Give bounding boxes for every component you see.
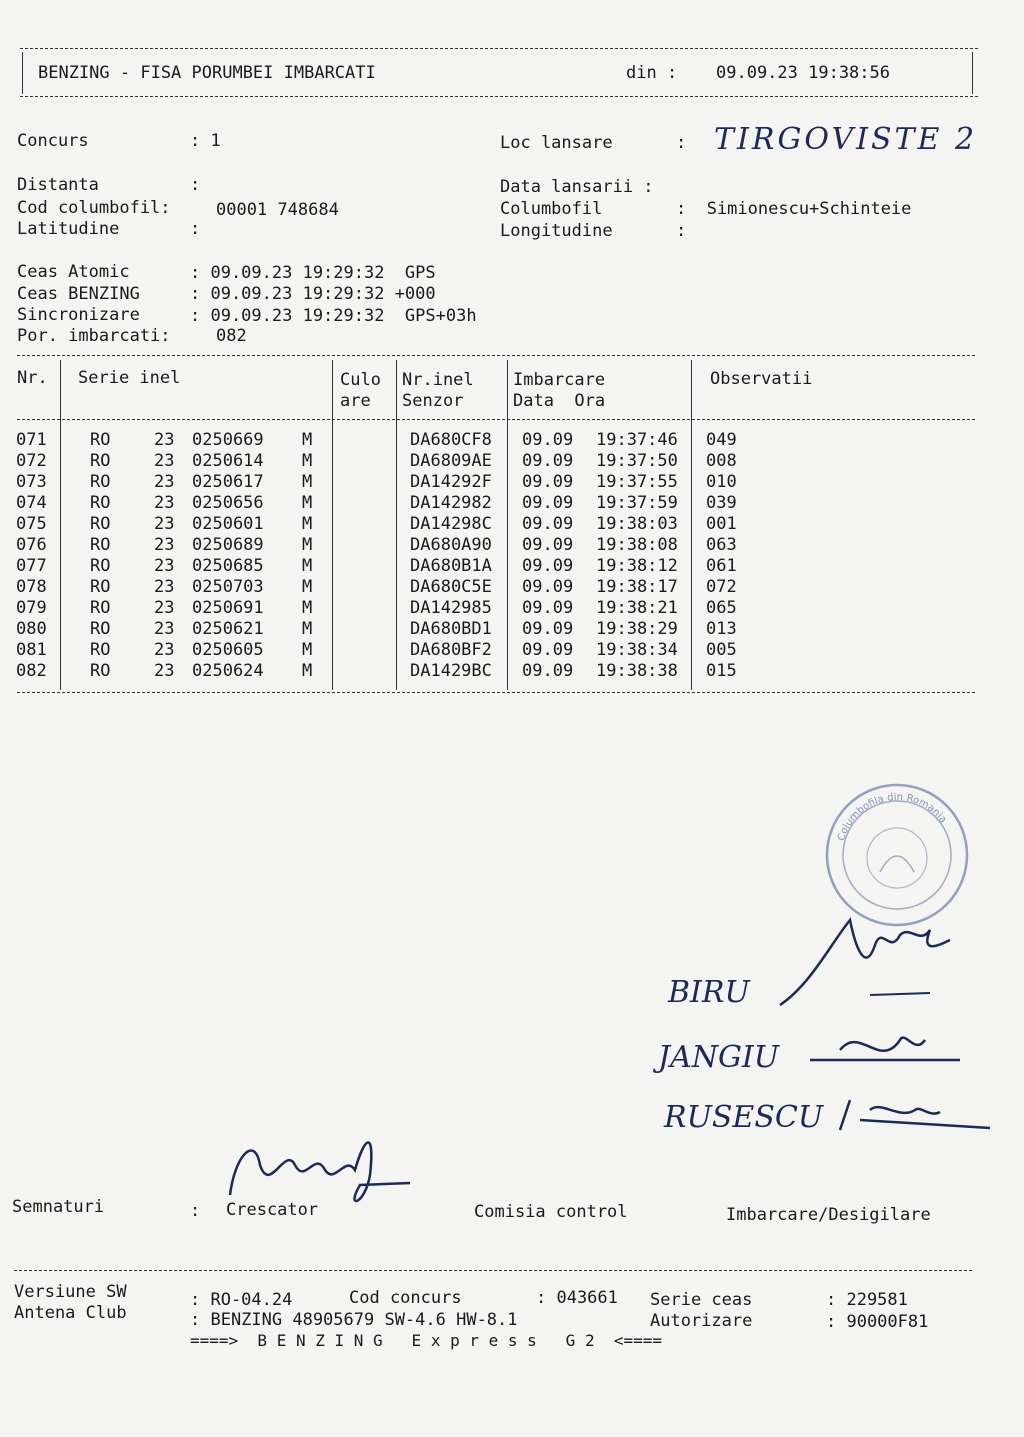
cell-data: 09.09 <box>522 598 574 618</box>
col-header-nrinel: Nr.inel <box>402 370 474 390</box>
ceas-atomic-label: Ceas Atomic <box>17 262 130 282</box>
table-row <box>14 451 766 472</box>
serie-ceas-label: Serie ceas <box>650 1290 753 1310</box>
comisia-label: Comisia control <box>474 1202 628 1222</box>
cell-an: 23 <box>154 577 175 597</box>
columbofil-value: : Simionescu+Schinteie <box>676 199 912 219</box>
cell-obs: 001 <box>706 514 737 534</box>
cell-sex: M <box>302 493 313 513</box>
cell-senzor: DA14292F <box>410 472 492 492</box>
cell-culoare <box>344 514 404 535</box>
cell-inel: 0250601 <box>192 514 264 534</box>
cell-sex: M <box>302 430 313 450</box>
cell-sex: M <box>302 451 313 471</box>
cell-obs: 049 <box>706 430 737 450</box>
col-header-are: are <box>340 391 371 411</box>
cell-tara: RO <box>90 619 111 639</box>
cell-inel: 0250656 <box>192 493 264 513</box>
cell-an: 23 <box>154 661 175 681</box>
cell-data: 09.09 <box>522 556 574 576</box>
imbarcare-desigilare-label: Imbarcare/Desigilare <box>726 1205 931 1225</box>
cell-an: 23 <box>154 472 175 492</box>
cell-tara: RO <box>90 556 111 576</box>
cell-sex: M <box>302 472 313 492</box>
title-top-rule <box>20 48 978 49</box>
cell-inel: 0250703 <box>192 577 264 597</box>
document-title: BENZING - FISA PORUMBEI IMBARCATI <box>38 63 376 83</box>
cell-an: 23 <box>154 535 175 555</box>
din-label: din : <box>626 63 678 83</box>
col-header-culo: Culo <box>340 370 381 390</box>
cell-tara: RO <box>90 598 111 618</box>
cell-inel: 0250624 <box>192 661 264 681</box>
cell-nr: 071 <box>16 430 47 450</box>
cell-senzor: DA142985 <box>410 598 492 618</box>
cell-senzor: DA680BF2 <box>410 640 492 660</box>
cell-senzor: DA1429BC <box>410 661 492 681</box>
cell-sex: M <box>302 598 313 618</box>
cell-ora: 19:37:46 <box>596 430 678 450</box>
longitudine-value: : <box>676 221 687 241</box>
cell-senzor: DA14298C <box>410 514 492 534</box>
cell-culoare <box>344 535 404 556</box>
cell-ora: 19:38:38 <box>596 661 678 681</box>
table-row <box>14 640 766 661</box>
cell-ora: 19:38:21 <box>596 598 678 618</box>
data-lansarii-label: Data lansarii : <box>500 177 654 197</box>
stamp-text: Columbofila din Romania <box>836 791 949 843</box>
cell-senzor: DA6809AE <box>410 451 492 471</box>
commission-name-2: JANGIU <box>658 1040 780 1075</box>
cell-an: 23 <box>154 598 175 618</box>
cod-columbofil-label: Cod columbofil: <box>17 198 171 218</box>
cell-senzor: DA680C5E <box>410 577 492 597</box>
versiune-value: : RO-04.24 <box>190 1290 293 1310</box>
sincronizare-value: : 09.09.23 19:29:32 GPS+03h <box>190 306 477 326</box>
semnaturi-label: Semnaturi <box>12 1197 105 1217</box>
col-header-data-ora: Data Ora <box>513 391 606 411</box>
commission-signature-1 <box>770 905 960 1015</box>
col-header-senzor: Senzor <box>402 391 464 411</box>
cell-nr: 075 <box>16 514 47 534</box>
cell-an: 23 <box>154 619 175 639</box>
table-row <box>14 535 766 556</box>
cell-ora: 19:38:12 <box>596 556 678 576</box>
longitudine-label: Longitudine <box>500 221 613 241</box>
cell-senzor: DA142982 <box>410 493 492 513</box>
footer-top-rule <box>14 1270 972 1271</box>
columbofil-label: Columbofil <box>500 199 603 219</box>
cell-nr: 079 <box>16 598 47 618</box>
cell-obs: 015 <box>706 661 737 681</box>
cell-tara: RO <box>90 472 111 492</box>
cell-obs: 039 <box>706 493 737 513</box>
cell-sex: M <box>302 661 313 681</box>
cell-obs: 063 <box>706 535 737 555</box>
ceas-benzing-value: : 09.09.23 19:29:32 +000 <box>190 284 436 304</box>
cell-inel: 0250669 <box>192 430 264 450</box>
title-bottom-rule <box>20 96 978 97</box>
table-row <box>14 577 766 598</box>
cell-data: 09.09 <box>522 535 574 555</box>
cell-nr: 076 <box>16 535 47 555</box>
antena-club-value: : BENZING 48905679 SW-4.6 HW-8.1 <box>190 1310 518 1330</box>
cell-senzor: DA680BD1 <box>410 619 492 639</box>
cell-nr: 074 <box>16 493 47 513</box>
table-row <box>14 472 766 493</box>
cell-data: 09.09 <box>522 430 574 450</box>
table-row <box>14 514 766 535</box>
benzing-express-banner: ====> B E N Z I N G E x p r e s s G 2 <==== <box>190 1331 663 1350</box>
cell-culoare <box>344 598 404 619</box>
semnaturi-colon: : <box>190 1201 201 1221</box>
cell-senzor: DA680A90 <box>410 535 492 555</box>
cell-nr: 078 <box>16 577 47 597</box>
cell-obs: 005 <box>706 640 737 660</box>
cell-culoare <box>344 661 404 682</box>
loc-lansare-colon: : <box>676 133 687 153</box>
cell-obs: 010 <box>706 472 737 492</box>
cell-nr: 073 <box>16 472 47 492</box>
cell-obs: 061 <box>706 556 737 576</box>
cell-sex: M <box>302 535 313 555</box>
cell-inel: 0250617 <box>192 472 264 492</box>
cell-an: 23 <box>154 640 175 660</box>
cell-nr: 081 <box>16 640 47 660</box>
cell-inel: 0250614 <box>192 451 264 471</box>
cell-tara: RO <box>90 430 111 450</box>
cell-tara: RO <box>90 451 111 471</box>
cell-data: 09.09 <box>522 661 574 681</box>
serie-ceas-value: : 229581 <box>826 1290 908 1310</box>
cell-senzor: DA680B1A <box>410 556 492 576</box>
cell-tara: RO <box>90 514 111 534</box>
cell-data: 09.09 <box>522 640 574 660</box>
commission-signature-2 <box>800 1020 970 1080</box>
cell-sex: M <box>302 556 313 576</box>
cell-culoare <box>344 577 404 598</box>
title-left-border <box>22 52 23 94</box>
cell-ora: 19:37:50 <box>596 451 678 471</box>
cell-culoare <box>344 619 404 640</box>
cell-tara: RO <box>90 661 111 681</box>
cell-sex: M <box>302 577 313 597</box>
table-bottom-rule <box>17 692 975 693</box>
cell-an: 23 <box>154 451 175 471</box>
commission-name-3: RUSESCU <box>664 1100 824 1135</box>
cell-culoare <box>344 640 404 661</box>
cell-inel: 0250621 <box>192 619 264 639</box>
cell-tara: RO <box>90 535 111 555</box>
cell-tara: RO <box>90 640 111 660</box>
cell-an: 23 <box>154 556 175 576</box>
cell-senzor: DA680CF8 <box>410 430 492 450</box>
commission-signature-3 <box>820 1090 1000 1140</box>
cell-data: 09.09 <box>522 619 574 639</box>
cell-ora: 19:38:29 <box>596 619 678 639</box>
cell-culoare <box>344 430 404 451</box>
ceas-atomic-value: : 09.09.23 19:29:32 GPS <box>190 263 436 283</box>
crescator-label: Crescator <box>226 1200 319 1220</box>
cell-sex: M <box>302 514 313 534</box>
cell-obs: 008 <box>706 451 737 471</box>
cell-nr: 080 <box>16 619 47 639</box>
title-right-border <box>972 52 973 94</box>
loc-lansare-handwritten: TIRGOVISTE 2 <box>714 122 978 157</box>
latitudine-label: Latitudine <box>17 219 120 239</box>
concurs-label: Concurs <box>17 131 89 151</box>
cell-data: 09.09 <box>522 451 574 471</box>
cell-nr: 077 <box>16 556 47 576</box>
cell-an: 23 <box>154 514 175 534</box>
cell-ora: 19:38:03 <box>596 514 678 534</box>
pigeon-table <box>14 430 766 682</box>
cell-an: 23 <box>154 493 175 513</box>
cell-tara: RO <box>90 577 111 597</box>
table-row <box>14 493 766 514</box>
cell-sex: M <box>302 619 313 639</box>
cell-obs: 065 <box>706 598 737 618</box>
latitudine-value: : <box>190 219 201 239</box>
table-header-rule <box>17 419 975 420</box>
distanta-value: : <box>190 175 201 195</box>
cell-data: 09.09 <box>522 514 574 534</box>
cell-tara: RO <box>90 493 111 513</box>
cell-ora: 19:37:59 <box>596 493 678 513</box>
col-header-nr: Nr. <box>17 368 48 388</box>
cell-data: 09.09 <box>522 493 574 513</box>
table-row <box>14 619 766 640</box>
antena-club-label: Antena Club <box>14 1303 127 1323</box>
table-row <box>14 661 766 682</box>
cod-concurs-value: : 043661 <box>536 1288 618 1308</box>
cell-inel: 0250691 <box>192 598 264 618</box>
cell-culoare <box>344 451 404 472</box>
cell-sex: M <box>302 640 313 660</box>
cell-culoare <box>344 556 404 577</box>
cell-obs: 072 <box>706 577 737 597</box>
porumbei-imbarcati-value: 082 <box>216 326 247 346</box>
table-row <box>14 430 766 451</box>
table-row <box>14 556 766 577</box>
cod-concurs-label: Cod concurs <box>349 1288 462 1308</box>
cell-culoare <box>344 493 404 514</box>
cell-nr: 082 <box>16 661 47 681</box>
col-header-imbarcare: Imbarcare <box>513 370 606 390</box>
cell-ora: 19:38:08 <box>596 535 678 555</box>
cell-data: 09.09 <box>522 577 574 597</box>
ceas-benzing-label: Ceas BENZING <box>17 284 140 304</box>
loc-lansare-label: Loc lansare <box>500 133 613 153</box>
cell-an: 23 <box>154 430 175 450</box>
print-datetime: 09.09.23 19:38:56 <box>716 63 890 83</box>
col-header-serie: Serie inel <box>78 368 181 388</box>
commission-name-1: BIRU <box>668 975 750 1010</box>
cell-obs: 013 <box>706 619 737 639</box>
cell-culoare <box>344 472 404 493</box>
distanta-label: Distanta <box>17 175 99 195</box>
porumbei-imbarcati-label: Por. imbarcati: <box>17 326 171 346</box>
cell-data: 09.09 <box>522 472 574 492</box>
cell-ora: 19:37:55 <box>596 472 678 492</box>
cell-ora: 19:38:17 <box>596 577 678 597</box>
cell-ora: 19:38:34 <box>596 640 678 660</box>
autorizare-value: : 90000F81 <box>826 1312 929 1332</box>
table-top-rule <box>17 355 975 356</box>
versiune-label: Versiune SW <box>14 1282 127 1302</box>
sincronizare-label: Sincronizare <box>17 305 140 325</box>
cell-inel: 0250689 <box>192 535 264 555</box>
col-header-observatii: Observatii <box>710 369 813 389</box>
cell-inel: 0250685 <box>192 556 264 576</box>
autorizare-label: Autorizare <box>650 1311 753 1331</box>
cell-inel: 0250605 <box>192 640 264 660</box>
concurs-value: : 1 <box>190 131 221 151</box>
table-row <box>14 598 766 619</box>
cell-nr: 072 <box>16 451 47 471</box>
cod-columbofil-value: 00001 748684 <box>216 200 339 220</box>
